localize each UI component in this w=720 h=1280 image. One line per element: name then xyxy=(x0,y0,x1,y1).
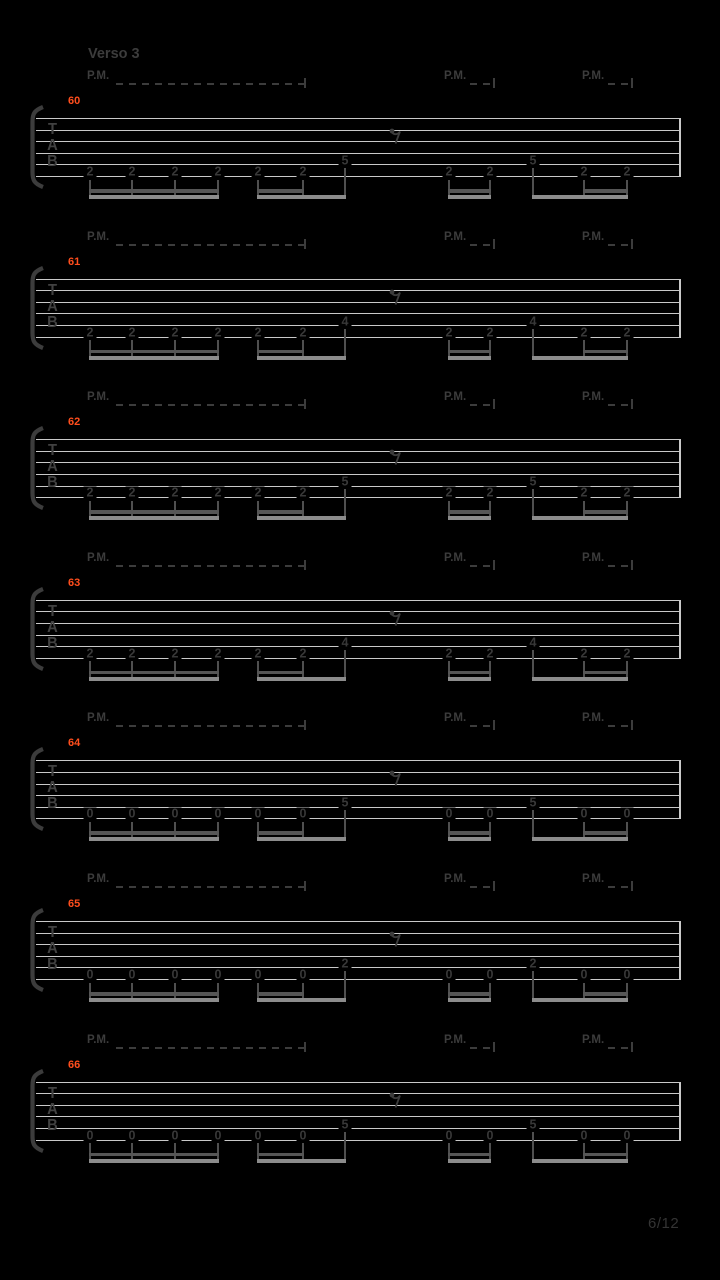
beam-secondary xyxy=(583,350,628,354)
palm-mute-dash-line xyxy=(116,83,304,85)
beam-primary xyxy=(257,195,346,199)
palm-mute-end-tick xyxy=(304,239,306,249)
beam-primary xyxy=(89,837,219,841)
fret-number[interactable]: 2 xyxy=(126,326,139,339)
beam-secondary xyxy=(89,189,219,193)
palm-mute-end-tick xyxy=(631,560,633,570)
barline xyxy=(679,760,681,819)
staff-line xyxy=(36,302,681,303)
fret-number[interactable]: 2 xyxy=(621,647,634,660)
staff-line xyxy=(36,944,681,945)
palm-mute-label: P.M. xyxy=(87,712,110,725)
beam-secondary xyxy=(448,992,491,996)
beam-primary xyxy=(532,356,628,360)
beam-primary xyxy=(257,677,346,681)
tab-clef-letter: T xyxy=(48,602,57,620)
beam-secondary xyxy=(583,671,628,675)
fret-number[interactable]: 2 xyxy=(126,487,139,500)
tab-clef-letter: T xyxy=(48,1084,57,1102)
beam-primary xyxy=(257,1159,346,1163)
tab-clef-letter: A xyxy=(47,458,58,476)
palm-mute-end-tick xyxy=(493,560,495,570)
fret-number[interactable]: 2 xyxy=(484,166,497,179)
measure-number: 60 xyxy=(68,95,81,107)
fret-number[interactable]: 2 xyxy=(578,647,591,660)
fret-number[interactable]: 2 xyxy=(169,326,182,339)
tab-clef-letter: B xyxy=(47,795,58,813)
beam-primary xyxy=(532,516,628,520)
fret-number[interactable]: 0 xyxy=(84,969,97,982)
palm-mute-label: P.M. xyxy=(87,391,110,404)
fret-number[interactable]: 2 xyxy=(84,166,97,179)
staff-line xyxy=(36,290,681,291)
beam-secondary xyxy=(89,992,219,996)
staff-line xyxy=(36,956,681,957)
palm-mute-end-tick xyxy=(631,881,633,891)
palm-mute-dash-line xyxy=(608,565,632,567)
fret-number[interactable]: 0 xyxy=(443,969,456,982)
fret-number[interactable]: 2 xyxy=(484,326,497,339)
palm-mute-label: P.M. xyxy=(87,551,110,564)
palm-mute-end-tick xyxy=(493,881,495,891)
tab-clef-letter: A xyxy=(47,1100,58,1118)
palm-mute-dash-line xyxy=(116,725,304,727)
staff-line xyxy=(36,760,681,761)
beam-primary xyxy=(532,837,628,841)
measure-number: 61 xyxy=(68,255,81,268)
palm-mute-label: P.M. xyxy=(444,1033,467,1046)
palm-mute-dash-line xyxy=(608,244,632,246)
barline xyxy=(679,279,681,338)
palm-mute-end-tick xyxy=(493,239,495,249)
staff-line xyxy=(36,118,681,119)
tab-system[interactable] xyxy=(0,70,720,231)
fret-number[interactable]: 2 xyxy=(443,326,456,339)
staff-line xyxy=(36,623,681,624)
measure-number: 63 xyxy=(68,576,81,589)
beam-primary xyxy=(448,356,491,360)
fret-number[interactable]: 2 xyxy=(84,647,97,660)
fret-number[interactable]: 2 xyxy=(212,647,225,660)
beam-primary xyxy=(89,677,219,681)
fret-number[interactable]: 0 xyxy=(443,1129,456,1142)
beam-secondary xyxy=(583,992,628,996)
beam-primary xyxy=(448,677,491,681)
palm-mute-label: P.M. xyxy=(582,551,605,564)
beam-primary xyxy=(448,998,491,1002)
beam-secondary xyxy=(448,350,491,354)
fret-number[interactable]: 5 xyxy=(339,155,352,168)
fret-number[interactable]: 5 xyxy=(339,476,352,489)
staff-line xyxy=(36,1082,681,1083)
palm-mute-dash-line xyxy=(470,1047,494,1049)
beam-secondary xyxy=(257,510,304,514)
tab-clef-letter: T xyxy=(48,763,57,781)
tab-clef-letter: A xyxy=(47,779,58,797)
beam-primary xyxy=(532,998,628,1002)
fret-number[interactable]: 0 xyxy=(443,808,456,821)
tab-clef-letter: B xyxy=(47,634,58,652)
staff-line xyxy=(36,784,681,785)
fret-number[interactable]: 0 xyxy=(252,808,265,821)
fret-number[interactable]: 2 xyxy=(578,166,591,179)
palm-mute-end-tick xyxy=(493,78,495,88)
palm-mute-label: P.M. xyxy=(582,873,605,885)
fret-number[interactable]: 2 xyxy=(252,487,265,500)
beam-secondary xyxy=(257,671,304,675)
fret-number[interactable]: 0 xyxy=(126,969,139,982)
palm-mute-label: P.M. xyxy=(582,712,605,725)
palm-mute-dash-line xyxy=(608,83,632,85)
palm-mute-end-tick xyxy=(304,399,306,409)
tab-system[interactable] xyxy=(0,873,720,1034)
palm-mute-end-tick xyxy=(631,78,633,88)
staff-line xyxy=(36,141,681,142)
palm-mute-label: P.M. xyxy=(87,873,110,885)
fret-number[interactable]: 2 xyxy=(252,326,265,339)
fret-number[interactable]: 2 xyxy=(252,647,265,660)
tab-clef-letter: B xyxy=(47,313,58,331)
beam-secondary xyxy=(257,1153,304,1157)
eighth-rest-icon xyxy=(389,769,402,791)
fret-number[interactable]: 4 xyxy=(339,636,352,649)
palm-mute-end-tick xyxy=(304,78,306,88)
page-indicator: 6/12 xyxy=(648,1215,680,1232)
fret-number[interactable]: 0 xyxy=(126,808,139,821)
tab-clef-letter: T xyxy=(48,121,57,138)
fret-number[interactable]: 2 xyxy=(621,487,634,500)
eighth-rest-icon xyxy=(389,127,402,149)
palm-mute-end-tick xyxy=(631,1042,633,1052)
fret-number[interactable]: 2 xyxy=(212,326,225,339)
fret-number[interactable]: 0 xyxy=(252,969,265,982)
beam-secondary xyxy=(583,510,628,514)
beam-primary xyxy=(448,837,491,841)
beam-secondary xyxy=(89,671,219,675)
fret-number[interactable]: 0 xyxy=(84,808,97,821)
palm-mute-end-tick xyxy=(631,399,633,409)
beam-secondary xyxy=(448,671,491,675)
fret-number[interactable]: 0 xyxy=(621,969,634,982)
staff-line xyxy=(36,439,681,440)
eighth-rest-icon xyxy=(389,1091,402,1113)
palm-mute-dash-line xyxy=(116,886,304,888)
tab-clef-letter: T xyxy=(48,281,57,299)
measure-number: 66 xyxy=(68,1058,81,1071)
fret-number[interactable]: 2 xyxy=(578,326,591,339)
fret-number[interactable]: 2 xyxy=(443,166,456,179)
beam-primary xyxy=(448,1159,491,1163)
tab-system[interactable] xyxy=(0,1034,720,1195)
palm-mute-dash-line xyxy=(470,886,494,888)
fret-number[interactable]: 4 xyxy=(527,315,540,328)
fret-number[interactable]: 2 xyxy=(212,166,225,179)
palm-mute-end-tick xyxy=(631,720,633,730)
fret-number[interactable]: 0 xyxy=(297,969,310,982)
fret-number[interactable]: 0 xyxy=(212,1129,225,1142)
fret-number[interactable]: 2 xyxy=(484,647,497,660)
tab-clef-letter: T xyxy=(48,442,57,460)
fret-number[interactable]: 0 xyxy=(484,1129,497,1142)
palm-mute-end-tick xyxy=(493,1042,495,1052)
tab-system[interactable] xyxy=(0,552,720,713)
fret-number[interactable]: 4 xyxy=(527,636,540,649)
beam-primary xyxy=(89,998,219,1002)
beam-secondary xyxy=(257,189,304,193)
tab-clef-letter: A xyxy=(47,137,58,154)
beam-secondary xyxy=(257,831,304,835)
beam-primary xyxy=(257,837,346,841)
barline xyxy=(679,439,681,498)
fret-number[interactable]: 2 xyxy=(621,326,634,339)
fret-number[interactable]: 2 xyxy=(126,647,139,660)
fret-number[interactable]: 4 xyxy=(339,315,352,328)
staff-line xyxy=(36,1093,681,1094)
staff-line xyxy=(36,130,681,131)
fret-number[interactable]: 0 xyxy=(297,808,310,821)
fret-number[interactable]: 0 xyxy=(169,969,182,982)
tab-clef-letter: B xyxy=(47,1116,58,1134)
beam-secondary xyxy=(583,831,628,835)
beam-primary xyxy=(89,356,219,360)
beam-secondary xyxy=(257,350,304,354)
fret-number[interactable]: 2 xyxy=(169,166,182,179)
beam-primary xyxy=(89,195,219,199)
staff-line xyxy=(36,1116,681,1117)
palm-mute-label: P.M. xyxy=(582,1033,605,1046)
beam-secondary xyxy=(448,1153,491,1157)
palm-mute-end-tick xyxy=(304,881,306,891)
staff-line xyxy=(36,611,681,612)
beam-secondary xyxy=(448,189,491,193)
fret-number[interactable]: 0 xyxy=(126,1129,139,1142)
beam-primary xyxy=(257,516,346,520)
palm-mute-label: P.M. xyxy=(444,873,467,885)
staff-line xyxy=(36,279,681,280)
palm-mute-label: P.M. xyxy=(582,391,605,404)
beam-primary xyxy=(257,356,346,360)
palm-mute-label: P.M. xyxy=(444,230,467,243)
fret-number[interactable]: 2 xyxy=(126,166,139,179)
beam-secondary xyxy=(448,510,491,514)
beam-primary xyxy=(532,1159,628,1163)
palm-mute-dash-line xyxy=(116,1047,304,1049)
fret-number[interactable]: 2 xyxy=(578,487,591,500)
staff-line xyxy=(36,635,681,636)
fret-number[interactable]: 0 xyxy=(621,1129,634,1142)
fret-number[interactable]: 2 xyxy=(212,487,225,500)
staff-line xyxy=(36,313,681,314)
staff-line xyxy=(36,1105,681,1106)
tab-clef-letter: A xyxy=(47,297,58,315)
fret-number[interactable]: 2 xyxy=(169,647,182,660)
fret-number[interactable]: 0 xyxy=(578,969,591,982)
palm-mute-label: P.M. xyxy=(444,712,467,725)
beam-primary xyxy=(532,677,628,681)
tab-system[interactable] xyxy=(0,712,720,873)
fret-number[interactable]: 0 xyxy=(84,1129,97,1142)
fret-number[interactable]: 2 xyxy=(169,487,182,500)
fret-number[interactable]: 0 xyxy=(212,808,225,821)
palm-mute-label: P.M. xyxy=(444,391,467,404)
barline xyxy=(679,1082,681,1141)
measure-number: 62 xyxy=(68,416,81,429)
beam-secondary xyxy=(89,510,219,514)
beam-primary xyxy=(257,998,346,1002)
fret-number[interactable]: 0 xyxy=(578,808,591,821)
palm-mute-dash-line xyxy=(470,565,494,567)
fret-number[interactable]: 2 xyxy=(484,487,497,500)
beam-secondary xyxy=(583,1153,628,1157)
palm-mute-end-tick xyxy=(304,560,306,570)
palm-mute-label: P.M. xyxy=(87,1033,110,1046)
beam-primary xyxy=(532,195,628,199)
fret-number[interactable]: 2 xyxy=(84,326,97,339)
eighth-rest-icon xyxy=(389,930,402,952)
fret-number[interactable]: 0 xyxy=(484,969,497,982)
tab-system[interactable] xyxy=(0,231,720,392)
palm-mute-dash-line xyxy=(116,565,304,567)
eighth-rest-icon xyxy=(389,288,402,310)
measure-number: 64 xyxy=(68,737,81,750)
staff-line xyxy=(36,933,681,934)
staff-line xyxy=(36,795,681,796)
fret-number[interactable]: 2 xyxy=(443,647,456,660)
fret-number[interactable]: 0 xyxy=(578,1129,591,1142)
palm-mute-label: P.M. xyxy=(87,70,110,82)
beam-secondary xyxy=(448,831,491,835)
palm-mute-dash-line xyxy=(608,725,632,727)
fret-number[interactable]: 0 xyxy=(169,808,182,821)
staff-line xyxy=(36,772,681,773)
palm-mute-label: P.M. xyxy=(87,230,110,243)
palm-mute-dash-line xyxy=(470,404,494,406)
fret-number[interactable]: 2 xyxy=(621,166,634,179)
fret-number[interactable]: 5 xyxy=(339,797,352,810)
fret-number[interactable]: 2 xyxy=(297,647,310,660)
palm-mute-dash-line xyxy=(608,1047,632,1049)
barline xyxy=(679,118,681,177)
palm-mute-dash-line xyxy=(116,244,304,246)
fret-number[interactable]: 2 xyxy=(297,487,310,500)
beam-secondary xyxy=(583,189,628,193)
palm-mute-dash-line xyxy=(116,404,304,406)
fret-number[interactable]: 2 xyxy=(339,958,352,971)
palm-mute-end-tick xyxy=(304,1042,306,1052)
fret-number[interactable]: 0 xyxy=(252,1129,265,1142)
fret-number[interactable]: 5 xyxy=(527,797,540,810)
staff-line xyxy=(36,153,681,154)
fret-number[interactable]: 0 xyxy=(297,1129,310,1142)
fret-number[interactable]: 0 xyxy=(621,808,634,821)
fret-number[interactable]: 2 xyxy=(252,166,265,179)
tab-clef-letter: B xyxy=(47,956,58,973)
fret-number[interactable]: 2 xyxy=(297,326,310,339)
palm-mute-dash-line xyxy=(470,83,494,85)
fret-number[interactable]: 0 xyxy=(169,1129,182,1142)
fret-number[interactable]: 0 xyxy=(212,969,225,982)
beam-secondary xyxy=(257,992,304,996)
staff-line xyxy=(36,921,681,922)
barline xyxy=(679,600,681,659)
fret-number[interactable]: 5 xyxy=(339,1118,352,1131)
palm-mute-end-tick xyxy=(631,239,633,249)
beam-secondary xyxy=(89,1153,219,1157)
section-title: Verso 3 xyxy=(88,46,140,62)
barline xyxy=(679,921,681,980)
eighth-rest-icon xyxy=(389,448,402,470)
staff-line xyxy=(36,600,681,601)
palm-mute-dash-line xyxy=(470,725,494,727)
tab-clef-letter: A xyxy=(47,940,58,957)
palm-mute-label: P.M. xyxy=(444,70,467,82)
eighth-rest-icon xyxy=(389,609,402,631)
palm-mute-label: P.M. xyxy=(582,230,605,243)
palm-mute-end-tick xyxy=(493,720,495,730)
palm-mute-end-tick xyxy=(304,720,306,730)
palm-mute-dash-line xyxy=(470,244,494,246)
beam-secondary xyxy=(89,831,219,835)
fret-number[interactable]: 5 xyxy=(527,1118,540,1131)
fret-number[interactable]: 2 xyxy=(527,958,540,971)
tab-system[interactable] xyxy=(0,391,720,552)
beam-primary xyxy=(448,516,491,520)
beam-primary xyxy=(448,195,491,199)
staff-line xyxy=(36,462,681,463)
fret-number[interactable]: 0 xyxy=(484,808,497,821)
palm-mute-label: P.M. xyxy=(444,551,467,564)
tab-clef-letter: A xyxy=(47,618,58,636)
palm-mute-dash-line xyxy=(608,886,632,888)
fret-number[interactable]: 5 xyxy=(527,155,540,168)
staff-line xyxy=(36,474,681,475)
beam-primary xyxy=(89,516,219,520)
beam-primary xyxy=(89,1159,219,1163)
fret-number[interactable]: 5 xyxy=(527,476,540,489)
measure-number: 65 xyxy=(68,898,81,910)
beam-secondary xyxy=(89,350,219,354)
palm-mute-end-tick xyxy=(493,399,495,409)
palm-mute-label: P.M. xyxy=(582,70,605,82)
tab-clef-letter: T xyxy=(48,924,57,941)
fret-number[interactable]: 2 xyxy=(297,166,310,179)
palm-mute-dash-line xyxy=(608,404,632,406)
tab-clef-letter: B xyxy=(47,153,58,170)
tab-clef-letter: B xyxy=(47,474,58,492)
fret-number[interactable]: 2 xyxy=(443,487,456,500)
staff-line xyxy=(36,451,681,452)
fret-number[interactable]: 2 xyxy=(84,487,97,500)
